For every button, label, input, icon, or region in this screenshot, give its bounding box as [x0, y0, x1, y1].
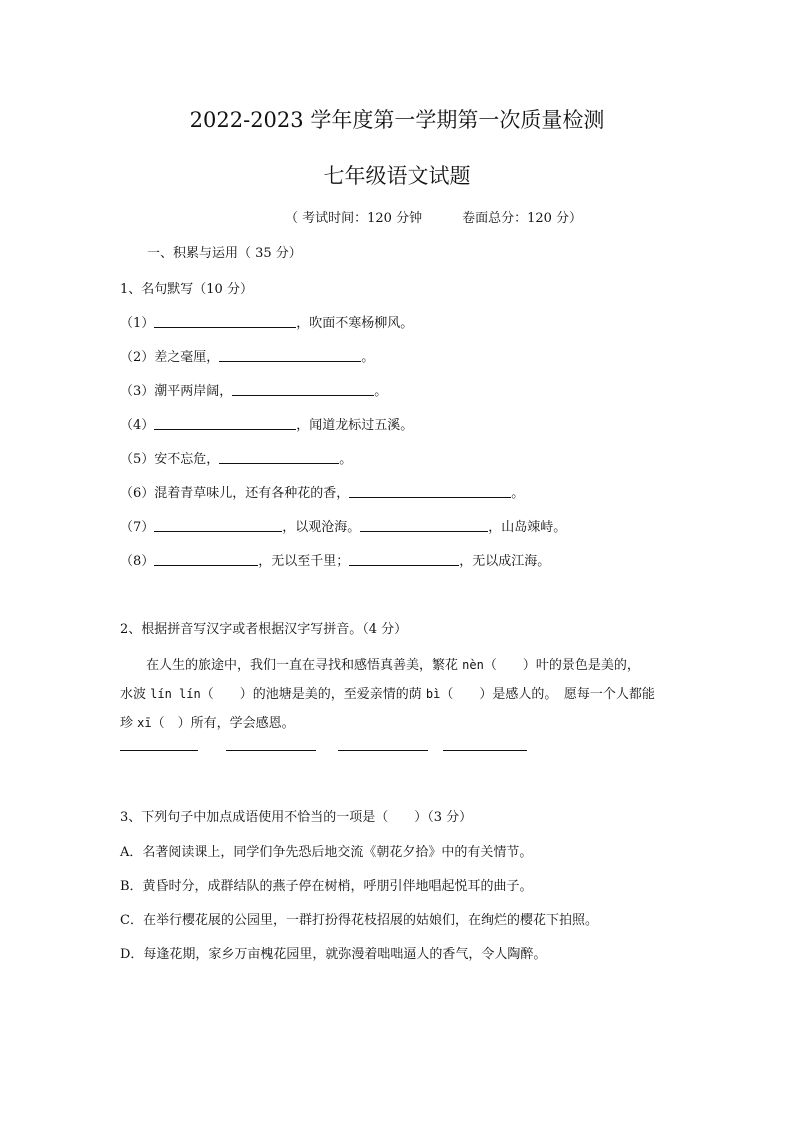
answer-blank[interactable]	[219, 349, 361, 362]
answer-line-1[interactable]	[120, 750, 198, 751]
option-b[interactable]: B．黄昏时分，成群结队的燕子停在树梢，呼朋引伴地唱起悦耳的曲子。	[120, 879, 533, 894]
option-a[interactable]: A．名著阅读课上，同学们争先恐后地交流《朝花夕拾》中的有关情节。	[120, 845, 533, 860]
exam-info	[285, 207, 582, 226]
passage-text: （ ）是感人的。 愿每一个人都能	[440, 687, 655, 702]
answer-blank[interactable]	[154, 417, 296, 430]
fill-item-4	[120, 414, 413, 433]
fill-item-7	[120, 516, 566, 535]
passage-text: （ ）所有，学会感恩。	[151, 716, 295, 731]
answer-blank[interactable]	[154, 519, 282, 532]
answer-blank[interactable]	[349, 553, 459, 566]
item-prefix: （8）	[120, 554, 155, 569]
item-prefix: （7）	[120, 520, 155, 535]
pinyin: lín lín	[150, 687, 201, 701]
answer-blank[interactable]	[232, 383, 374, 396]
passage-text: 珍	[120, 716, 138, 731]
passage-text: 在人生的旅途中，我们一直在寻找和感悟真善美，繁花	[146, 658, 463, 673]
answer-line-2[interactable]	[226, 750, 316, 751]
answer-blank[interactable]	[219, 451, 339, 464]
item-text: ，闻道龙标过五溪。	[296, 418, 414, 433]
pinyin: nèn	[462, 658, 484, 672]
passage-text: （ ）叶的景色是美的，	[483, 658, 640, 673]
exam-time: （ 考试时间：120 分钟	[285, 211, 423, 226]
item-prefix: （4）	[120, 418, 155, 433]
passage-text: （ ）的池塘是美的，至爱亲情的荫	[200, 687, 426, 702]
fill-item-5	[120, 448, 352, 467]
answer-blank[interactable]	[154, 315, 296, 328]
exam-subtitle: 七年级语文试题	[323, 164, 471, 188]
item-prefix: （6）混着青草味儿，还有各种花的香，	[120, 486, 350, 501]
item-text: 。	[361, 350, 375, 365]
fill-item-2	[120, 346, 374, 365]
section-heading: 一、积累与运用（ 35 分）	[147, 246, 302, 261]
question-2-passage	[120, 651, 680, 738]
total-score: 卷面总分：120 分）	[462, 211, 583, 226]
item-prefix: （1）	[120, 316, 155, 331]
answer-blank[interactable]	[154, 553, 258, 566]
question-1-heading: 1、名句默写（10 分）	[120, 282, 253, 297]
fill-item-1	[120, 312, 413, 331]
pinyin: bì	[425, 687, 441, 701]
item-text: 。	[374, 384, 388, 399]
question-2-heading: 2、根据拼音写汉字或者根据汉字写拼音。（4 分）	[120, 622, 408, 637]
item-text: ，无以至千里；	[258, 554, 350, 569]
item-text: ，以观沧海。	[282, 520, 361, 535]
passage-line-2	[120, 680, 680, 709]
answer-line-3[interactable]	[338, 750, 428, 751]
question-3-heading: 3、下列句子中加点成语使用不恰当的一项是（ ）（3 分）	[120, 810, 473, 825]
answer-blank[interactable]	[349, 485, 511, 498]
item-text: 。	[511, 486, 525, 501]
item-text: ，山岛竦峙。	[488, 520, 567, 535]
option-c[interactable]: C．在举行樱花展的公园里，一群打扮得花枝招展的姑娘们，在绚烂的樱花下拍照。	[120, 913, 598, 928]
passage-text: 水波	[120, 687, 151, 702]
exam-title: 2022-2023 学年度第一学期第一次质量检测	[189, 108, 605, 132]
answer-blank[interactable]	[360, 519, 488, 532]
item-prefix: （2）差之毫厘，	[120, 350, 220, 365]
pinyin: xī	[137, 716, 152, 730]
fill-item-8	[120, 550, 550, 569]
item-text: 。	[339, 452, 353, 467]
passage-line-3	[120, 709, 680, 738]
item-prefix: （5）安不忘危，	[120, 452, 220, 467]
passage-line-1	[120, 651, 680, 680]
fill-item-3	[120, 380, 387, 399]
answer-line-4[interactable]	[443, 750, 527, 751]
item-text: ，吹面不寒杨柳风。	[296, 316, 414, 331]
item-text: ，无以成江海。	[459, 554, 551, 569]
item-prefix: （3）潮平两岸阔，	[120, 384, 233, 399]
fill-item-6	[120, 482, 524, 501]
option-d[interactable]: D．每逢花期，家乡万亩槐花园里，就弥漫着咄咄逼人的香气，令人陶醉。	[120, 947, 547, 962]
